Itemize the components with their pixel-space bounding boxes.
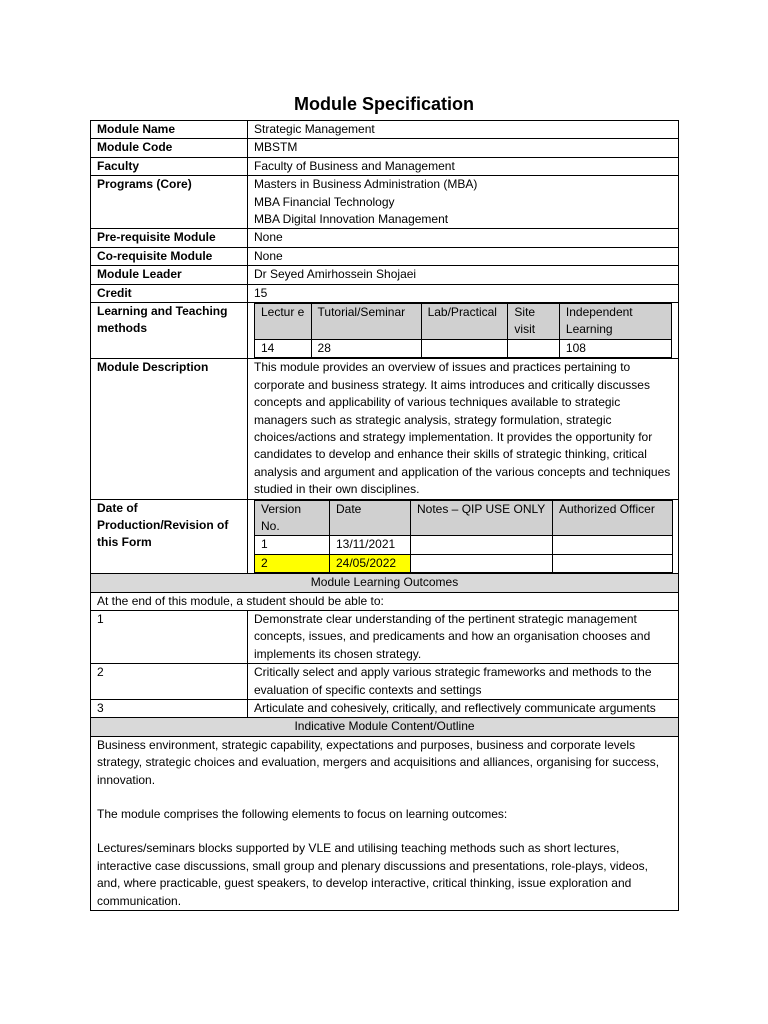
description-value: This module provides an overview of issues and practices pertaining to corporate and business strategy. It aims introduces and critically discusses concepts and applicability of various techniques available to strategic managers such as strategic analysis, strategy formulation, strategic choices/actions and strategy implementation. It provides the opportunity for candidates to develop and enhance their skills of strategic thinking, critical analysis and argument and application of the various concepts and techniques studied in their own disciplines. bbox=[248, 359, 679, 499]
corequisite-row bbox=[91, 247, 679, 265]
outcomes-heading: Module Learning Outcomes bbox=[91, 574, 679, 592]
content-body bbox=[91, 736, 679, 910]
description-row bbox=[91, 359, 679, 499]
credit-row bbox=[91, 284, 679, 302]
revision-header-cell: Authorized Officer bbox=[553, 500, 673, 536]
revision-label: Date of Production/Revision of this Form bbox=[91, 499, 248, 574]
revision-header-row bbox=[255, 500, 673, 536]
methods-header-cell: Lectur e bbox=[255, 304, 312, 340]
content-heading-row bbox=[91, 718, 679, 736]
methods-value-cell: 108 bbox=[559, 339, 671, 357]
leader-row bbox=[91, 266, 679, 284]
leader-label: Module Leader bbox=[91, 266, 248, 284]
revision-row bbox=[91, 499, 679, 574]
page-title: Module Specification bbox=[293, 94, 475, 114]
prerequisite-row bbox=[91, 229, 679, 247]
methods-header-cell: Tutorial/Seminar bbox=[311, 304, 421, 340]
program-line: MBA Digital Innovation Management bbox=[254, 212, 449, 227]
outcome-text: Critically select and apply various strategic frameworks and methods to the evaluation of specific contexts and settings bbox=[248, 664, 679, 700]
methods-header-cell: Independent Learning bbox=[559, 304, 671, 340]
methods-header-cell: Lab/Practical bbox=[421, 304, 508, 340]
revision-cell bbox=[553, 536, 673, 554]
module-name-label: Module Name bbox=[91, 121, 248, 139]
outcome-number: 1 bbox=[91, 610, 248, 663]
corequisite-label: Co-requisite Module bbox=[91, 247, 248, 265]
revision-cell bbox=[411, 536, 553, 554]
revision-table bbox=[254, 500, 673, 574]
methods-value-cell: 28 bbox=[311, 339, 421, 357]
methods-value-cell bbox=[421, 339, 508, 357]
methods-value-cell: 14 bbox=[255, 339, 312, 357]
content-paragraph: Lectures/seminars blocks supported by VLE and utilising teaching methods such as short lectures, interactive case discussions, small group and plenary discussions and presentations, role-plays, videos, and, where practicable, guest speakers, to develop interactive, critical thinking, issue exploration and communication. bbox=[97, 841, 648, 908]
revision-cell bbox=[411, 554, 553, 572]
revision-cell: 13/11/2021 bbox=[330, 536, 411, 554]
prerequisite-value: None bbox=[248, 229, 679, 247]
module-name-value: Strategic Management bbox=[248, 121, 679, 139]
faculty-label: Faculty bbox=[91, 157, 248, 175]
outcome-text: Demonstrate clear understanding of the pertinent strategic management concepts, issues, and predicaments and how an organisation chooses and implements its chosen strategy. bbox=[248, 610, 679, 663]
faculty-value: Faculty of Business and Management bbox=[248, 157, 679, 175]
programs-value bbox=[248, 176, 679, 229]
methods-header-cell: Site visit bbox=[508, 304, 559, 340]
methods-table bbox=[254, 303, 672, 358]
outcome-row bbox=[91, 700, 679, 718]
leader-value: Dr Seyed Amirhossein Shojaei bbox=[248, 266, 679, 284]
methods-row bbox=[91, 303, 679, 359]
methods-header-row bbox=[255, 304, 672, 340]
revision-header-cell: Date bbox=[330, 500, 411, 536]
corequisite-value: None bbox=[248, 247, 679, 265]
content-paragraph: The module comprises the following elements to focus on learning outcomes: bbox=[97, 807, 508, 822]
revision-data-row bbox=[255, 554, 673, 572]
program-line: MBA Financial Technology bbox=[254, 194, 395, 209]
methods-value-cell bbox=[508, 339, 559, 357]
module-name-row bbox=[91, 121, 679, 139]
content-paragraph: Business environment, strategic capability, expectations and purposes, business and corporate levels strategy, strategic choices and evaluation, mergers and acquisitions and alliances, organising for success, innovation. bbox=[97, 737, 660, 787]
module-code-value: MBSTM bbox=[248, 139, 679, 157]
revision-cell-highlighted: 24/05/2022 bbox=[330, 554, 411, 572]
revision-cell: 1 bbox=[255, 536, 330, 554]
faculty-row bbox=[91, 157, 679, 175]
outcome-row bbox=[91, 664, 679, 700]
revision-cell bbox=[553, 554, 673, 572]
content-heading: Indicative Module Content/Outline bbox=[91, 718, 679, 736]
methods-value-row bbox=[255, 339, 672, 357]
outcomes-heading-row bbox=[91, 574, 679, 592]
outcomes-intro-row bbox=[91, 592, 679, 610]
methods-label: Learning and Teaching methods bbox=[91, 303, 248, 359]
prerequisite-label: Pre-requisite Module bbox=[91, 229, 248, 247]
description-label: Module Description bbox=[91, 359, 248, 499]
module-code-label: Module Code bbox=[91, 139, 248, 157]
module-code-row bbox=[91, 139, 679, 157]
program-line: Masters in Business Administration (MBA) bbox=[254, 177, 478, 192]
programs-row bbox=[91, 176, 679, 229]
content-body-row bbox=[91, 736, 679, 910]
outcomes-intro: At the end of this module, a student should be able to: bbox=[91, 592, 679, 610]
outcome-row bbox=[91, 610, 679, 663]
outcome-number: 2 bbox=[91, 664, 248, 700]
outcome-number: 3 bbox=[91, 700, 248, 718]
revision-data-row bbox=[255, 536, 673, 554]
revision-header-cell: Version No. bbox=[255, 500, 330, 536]
revision-cell-highlighted: 2 bbox=[255, 554, 330, 572]
module-spec-table bbox=[90, 120, 679, 911]
programs-label: Programs (Core) bbox=[91, 176, 248, 229]
revision-header-cell: Notes – QIP USE ONLY bbox=[411, 500, 553, 536]
credit-label: Credit bbox=[91, 284, 248, 302]
outcome-text: Articulate and cohesively, critically, and reflectively communicate arguments bbox=[248, 700, 679, 718]
credit-value: 15 bbox=[248, 284, 679, 302]
